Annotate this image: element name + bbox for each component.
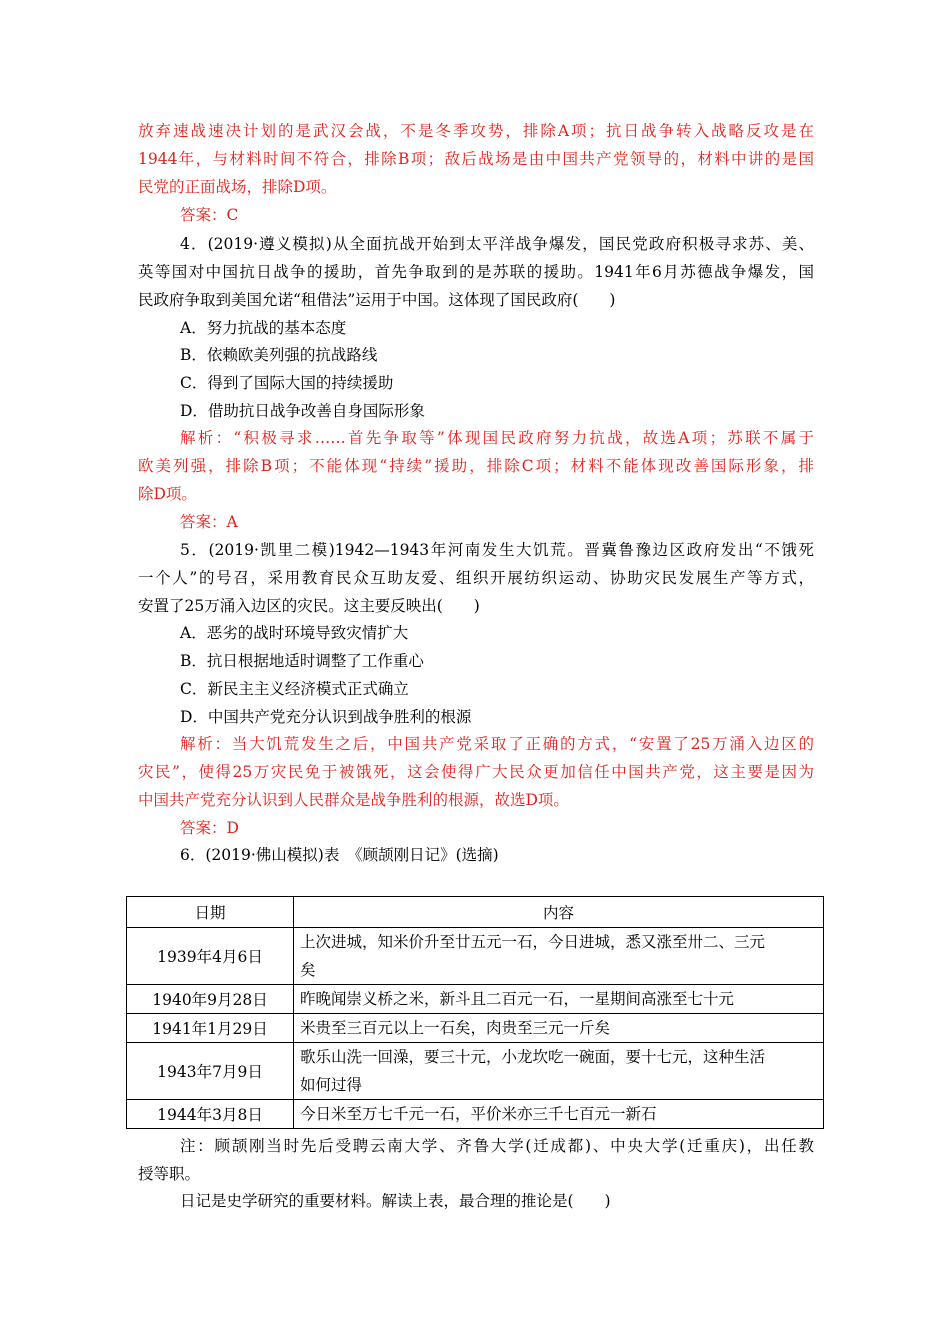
table-row [127,985,824,1014]
row-date: 1939年4月6日 [127,928,294,985]
table-row [127,1100,824,1129]
header-date: 日期 [127,897,294,928]
row-content-line: 矣 [300,961,316,979]
q3-answer: 答案：C [180,206,239,224]
q5-stem-line-2: 一个人”的号召，采用教育民众互助友爱、组织开展纺织运动、协助灾民发展生产等方式， [138,569,814,587]
row-date: 1940年9月28日 [127,985,294,1014]
row-content [294,928,824,985]
q3-analysis-line-1: 放弃速战速决计划的是武汉会战，不是冬季攻势，排除A项；抗日战争转入战略反攻是在 [138,122,814,140]
row-content-line: 米贵至三百元以上一石矣，肉贵至三元一斤矣 [300,1019,611,1037]
q4-stem-line-3: 民政府争取到美国允诺“租借法”运用于中国。这体现了国民政府( ) [138,291,616,309]
q5-analysis-line-3: 中国共产党充分认识到人民群众是战争胜利的根源，故选D项。 [138,791,569,809]
row-content [294,1043,824,1100]
diary-table [126,896,824,1129]
q4-option-d: D．借助抗日战争改善自身国际形象 [180,402,425,420]
table-row [127,1014,824,1043]
table-row [127,1043,824,1100]
q4-stem-line-2: 英等国对中国抗日战争的援助，首先争取到的是苏联的援助。1941年6月苏德战争爆发，国 [138,263,814,281]
q4-option-c: C．得到了国际大国的持续援助 [180,374,394,392]
header-content: 内容 [294,897,824,928]
q5-option-a: A．恶劣的战时环境导致灾情扩大 [180,624,409,642]
q6-question: 日记是史学研究的重要材料。解读上表，最合理的推论是( ) [180,1192,611,1210]
q4-analysis-line-3: 除D项。 [138,485,197,503]
q4-stem-line-1: 4．(2019·遵义模拟)从全面抗战开始到太平洋战争爆发，国民党政府积极寻求苏、美、 [180,235,814,253]
q5-analysis-line-1: 解析：当大饥荒发生之后，中国共产党采取了正确的方式，“安置了25万涌入边区的 [180,735,814,753]
q6-note-line-2: 授等职。 [138,1165,201,1183]
row-content-line: 如何过得 [300,1076,363,1094]
q4-analysis-line-2: 欧美列强，排除B项；不能体现“持续”援助，排除C项；材料不能体现改善国际形象，排 [138,457,814,475]
row-content [294,1100,824,1129]
row-content-line: 上次进城，知米价升至廿五元一石，今日进城，悉又涨至卅二、三元 [300,933,766,951]
q3-analysis-line-2: 1944年，与材料时间不符合，排除B项；敌后战场是由中国共产党领导的，材料中讲的是国 [138,150,814,168]
q3-analysis-line-3: 民党的正面战场，排除D项。 [138,178,337,196]
q5-analysis-line-2: 灾民”，使得25万灾民免于被饿死，这会使得广大民众更加信任中国共产党，这主要是因为 [138,763,814,781]
q5-stem-line-3: 安置了25万涌入边区的灾民。这主要反映出( ) [138,597,480,615]
q5-option-c: C．新民主主义经济模式正式确立 [180,680,409,698]
q6-note-line-1: 注：顾颉刚当时先后受聘云南大学、齐鲁大学(迁成都)、中央大学(迁重庆)，出任教 [180,1137,814,1155]
q5-option-b: B．抗日根据地适时调整了工作重心 [180,652,424,670]
row-content-line: 今日米至万七千元一石，平价米亦三千七百元一新石 [300,1105,657,1123]
row-content [294,985,824,1014]
q6-stem: 6．(2019·佛山模拟)表 《顾颉刚日记》(选摘) [180,846,499,864]
row-content-line: 昨晚闻崇义桥之米，新斗且二百元一石，一星期间高涨至七十元 [300,990,735,1008]
row-content [294,1014,824,1043]
table-header-row [127,897,824,928]
q4-option-b: B．依赖欧美列强的抗战路线 [180,346,378,364]
row-content-line: 歌乐山洗一回澡，要三十元，小龙坎吃一碗面，要十七元，这种生活 [300,1048,766,1066]
q4-option-a: A．努力抗战的基本态度 [180,319,347,337]
table-row [127,928,824,985]
q4-analysis-line-1: 解析：“积极寻求……首先争取等”体现国民政府努力抗战，故选A项；苏联不属于 [180,429,814,447]
row-date: 1941年1月29日 [127,1014,294,1043]
q5-option-d: D．中国共产党充分认识到战争胜利的根源 [180,708,472,726]
q4-answer: 答案：A [180,513,238,531]
row-date: 1944年3月8日 [127,1100,294,1129]
row-date: 1943年7月9日 [127,1043,294,1100]
q5-answer: 答案：D [180,819,239,837]
q5-stem-line-1: 5．(2019·凯里二模)1942—1943年河南发生大饥荒。晋冀鲁豫边区政府发出“不饿死 [180,541,814,559]
